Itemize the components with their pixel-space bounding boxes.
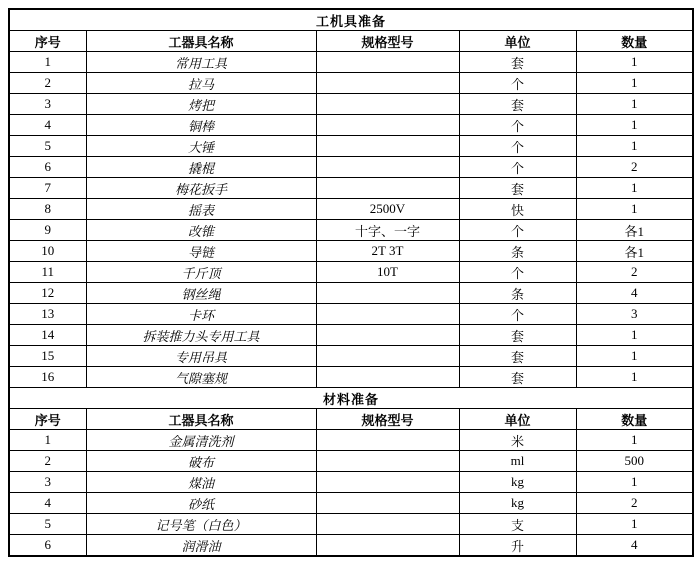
cell-index: 5	[9, 136, 86, 157]
cell-name: 烤把	[86, 94, 316, 115]
table-row	[9, 304, 693, 325]
cell-index: 1	[9, 52, 86, 73]
cell-qty: 1	[576, 178, 693, 199]
document-page	[8, 8, 694, 557]
cell-unit: 套	[459, 367, 576, 388]
cell-unit: 条	[459, 241, 576, 262]
col-header-name: 工器具名称	[86, 31, 316, 52]
cell-index: 10	[9, 241, 86, 262]
col-header-unit: 单位	[459, 31, 576, 52]
cell-qty: 3	[576, 304, 693, 325]
col-header-qty: 数量	[576, 31, 693, 52]
cell-unit: 个	[459, 136, 576, 157]
section-title: 工机具准备	[9, 9, 693, 31]
cell-unit: 个	[459, 115, 576, 136]
cell-spec	[316, 514, 459, 535]
cell-qty: 1	[576, 472, 693, 493]
cell-index: 9	[9, 220, 86, 241]
cell-name: 记号笔（白色）	[86, 514, 316, 535]
cell-index: 13	[9, 304, 86, 325]
table-row	[9, 430, 693, 451]
table-row	[9, 241, 693, 262]
table-row	[9, 325, 693, 346]
cell-index: 2	[9, 73, 86, 94]
col-header-qty: 数量	[576, 409, 693, 430]
cell-unit: 套	[459, 52, 576, 73]
cell-unit: 个	[459, 73, 576, 94]
cell-index: 11	[9, 262, 86, 283]
cell-unit: 升	[459, 535, 576, 557]
table-row	[9, 52, 693, 73]
cell-index: 4	[9, 115, 86, 136]
cell-unit: 个	[459, 304, 576, 325]
cell-qty: 1	[576, 199, 693, 220]
cell-spec	[316, 493, 459, 514]
cell-unit: 支	[459, 514, 576, 535]
cell-index: 7	[9, 178, 86, 199]
cell-unit: 个	[459, 220, 576, 241]
cell-spec	[316, 178, 459, 199]
table-row	[9, 262, 693, 283]
cell-name: 撬棍	[86, 157, 316, 178]
table-body	[9, 9, 693, 556]
section-title-row	[9, 388, 693, 409]
cell-spec	[316, 115, 459, 136]
cell-spec: 2T 3T	[316, 241, 459, 262]
column-header-row	[9, 31, 693, 52]
cell-spec	[316, 52, 459, 73]
cell-qty: 1	[576, 514, 693, 535]
cell-name: 气隙塞规	[86, 367, 316, 388]
col-header-spec: 规格型号	[316, 409, 459, 430]
table-row	[9, 94, 693, 115]
cell-spec	[316, 136, 459, 157]
cell-name: 拆装推力头专用工具	[86, 325, 316, 346]
cell-index: 12	[9, 283, 86, 304]
table-row	[9, 178, 693, 199]
cell-unit: 套	[459, 325, 576, 346]
cell-spec	[316, 157, 459, 178]
cell-spec	[316, 430, 459, 451]
cell-name: 摇表	[86, 199, 316, 220]
cell-spec	[316, 325, 459, 346]
table-row	[9, 346, 693, 367]
cell-name: 铜棒	[86, 115, 316, 136]
section-title: 材料准备	[9, 388, 693, 409]
cell-qty: 1	[576, 52, 693, 73]
cell-unit: 套	[459, 94, 576, 115]
cell-qty: 1	[576, 430, 693, 451]
cell-spec	[316, 472, 459, 493]
cell-qty: 2	[576, 262, 693, 283]
cell-qty: 500	[576, 451, 693, 472]
cell-name: 梅花扳手	[86, 178, 316, 199]
cell-qty: 2	[576, 493, 693, 514]
cell-index: 8	[9, 199, 86, 220]
table-row	[9, 157, 693, 178]
table-row	[9, 472, 693, 493]
table-row	[9, 73, 693, 94]
cell-unit: 套	[459, 346, 576, 367]
cell-index: 4	[9, 493, 86, 514]
cell-name: 金属清洗剂	[86, 430, 316, 451]
cell-spec	[316, 283, 459, 304]
cell-qty: 1	[576, 325, 693, 346]
table-row	[9, 514, 693, 535]
cell-name: 钢丝绳	[86, 283, 316, 304]
cell-index: 1	[9, 430, 86, 451]
cell-name: 拉马	[86, 73, 316, 94]
cell-name: 破布	[86, 451, 316, 472]
cell-index: 3	[9, 472, 86, 493]
col-header-name: 工器具名称	[86, 409, 316, 430]
column-header-row	[9, 409, 693, 430]
col-header-spec: 规格型号	[316, 31, 459, 52]
cell-name: 改锥	[86, 220, 316, 241]
cell-qty: 1	[576, 136, 693, 157]
cell-unit: kg	[459, 493, 576, 514]
col-header-index: 序号	[9, 31, 86, 52]
cell-qty: 各1	[576, 220, 693, 241]
cell-spec	[316, 367, 459, 388]
table-row	[9, 367, 693, 388]
cell-unit: 米	[459, 430, 576, 451]
cell-name: 专用吊具	[86, 346, 316, 367]
cell-unit: 个	[459, 157, 576, 178]
cell-index: 3	[9, 94, 86, 115]
cell-unit: ml	[459, 451, 576, 472]
cell-name: 大锤	[86, 136, 316, 157]
cell-name: 煤油	[86, 472, 316, 493]
cell-unit: kg	[459, 472, 576, 493]
cell-qty: 1	[576, 115, 693, 136]
cell-spec	[316, 535, 459, 557]
cell-name: 卡环	[86, 304, 316, 325]
cell-qty: 1	[576, 346, 693, 367]
cell-spec: 十字、一字	[316, 220, 459, 241]
cell-qty: 2	[576, 157, 693, 178]
table-row	[9, 199, 693, 220]
cell-index: 2	[9, 451, 86, 472]
section-title-row	[9, 9, 693, 31]
preparation-table	[8, 8, 694, 557]
cell-qty: 1	[576, 73, 693, 94]
cell-qty: 4	[576, 283, 693, 304]
col-header-unit: 单位	[459, 409, 576, 430]
cell-index: 16	[9, 367, 86, 388]
table-row	[9, 136, 693, 157]
cell-qty: 1	[576, 367, 693, 388]
cell-qty: 1	[576, 94, 693, 115]
cell-qty: 4	[576, 535, 693, 557]
col-header-index: 序号	[9, 409, 86, 430]
table-row	[9, 115, 693, 136]
table-row	[9, 451, 693, 472]
cell-spec	[316, 346, 459, 367]
cell-unit: 快	[459, 199, 576, 220]
cell-name: 导链	[86, 241, 316, 262]
cell-index: 14	[9, 325, 86, 346]
cell-name: 润滑油	[86, 535, 316, 557]
cell-spec: 2500V	[316, 199, 459, 220]
cell-unit: 条	[459, 283, 576, 304]
cell-name: 砂纸	[86, 493, 316, 514]
cell-spec	[316, 451, 459, 472]
cell-unit: 个	[459, 262, 576, 283]
table-row	[9, 535, 693, 557]
cell-index: 6	[9, 157, 86, 178]
cell-name: 千斤顶	[86, 262, 316, 283]
cell-index: 15	[9, 346, 86, 367]
cell-spec	[316, 94, 459, 115]
cell-unit: 套	[459, 178, 576, 199]
table-row	[9, 220, 693, 241]
table-row	[9, 493, 693, 514]
cell-name: 常用工具	[86, 52, 316, 73]
cell-spec	[316, 304, 459, 325]
cell-index: 6	[9, 535, 86, 557]
cell-index: 5	[9, 514, 86, 535]
table-row	[9, 283, 693, 304]
cell-spec: 10T	[316, 262, 459, 283]
cell-spec	[316, 73, 459, 94]
cell-qty: 各1	[576, 241, 693, 262]
